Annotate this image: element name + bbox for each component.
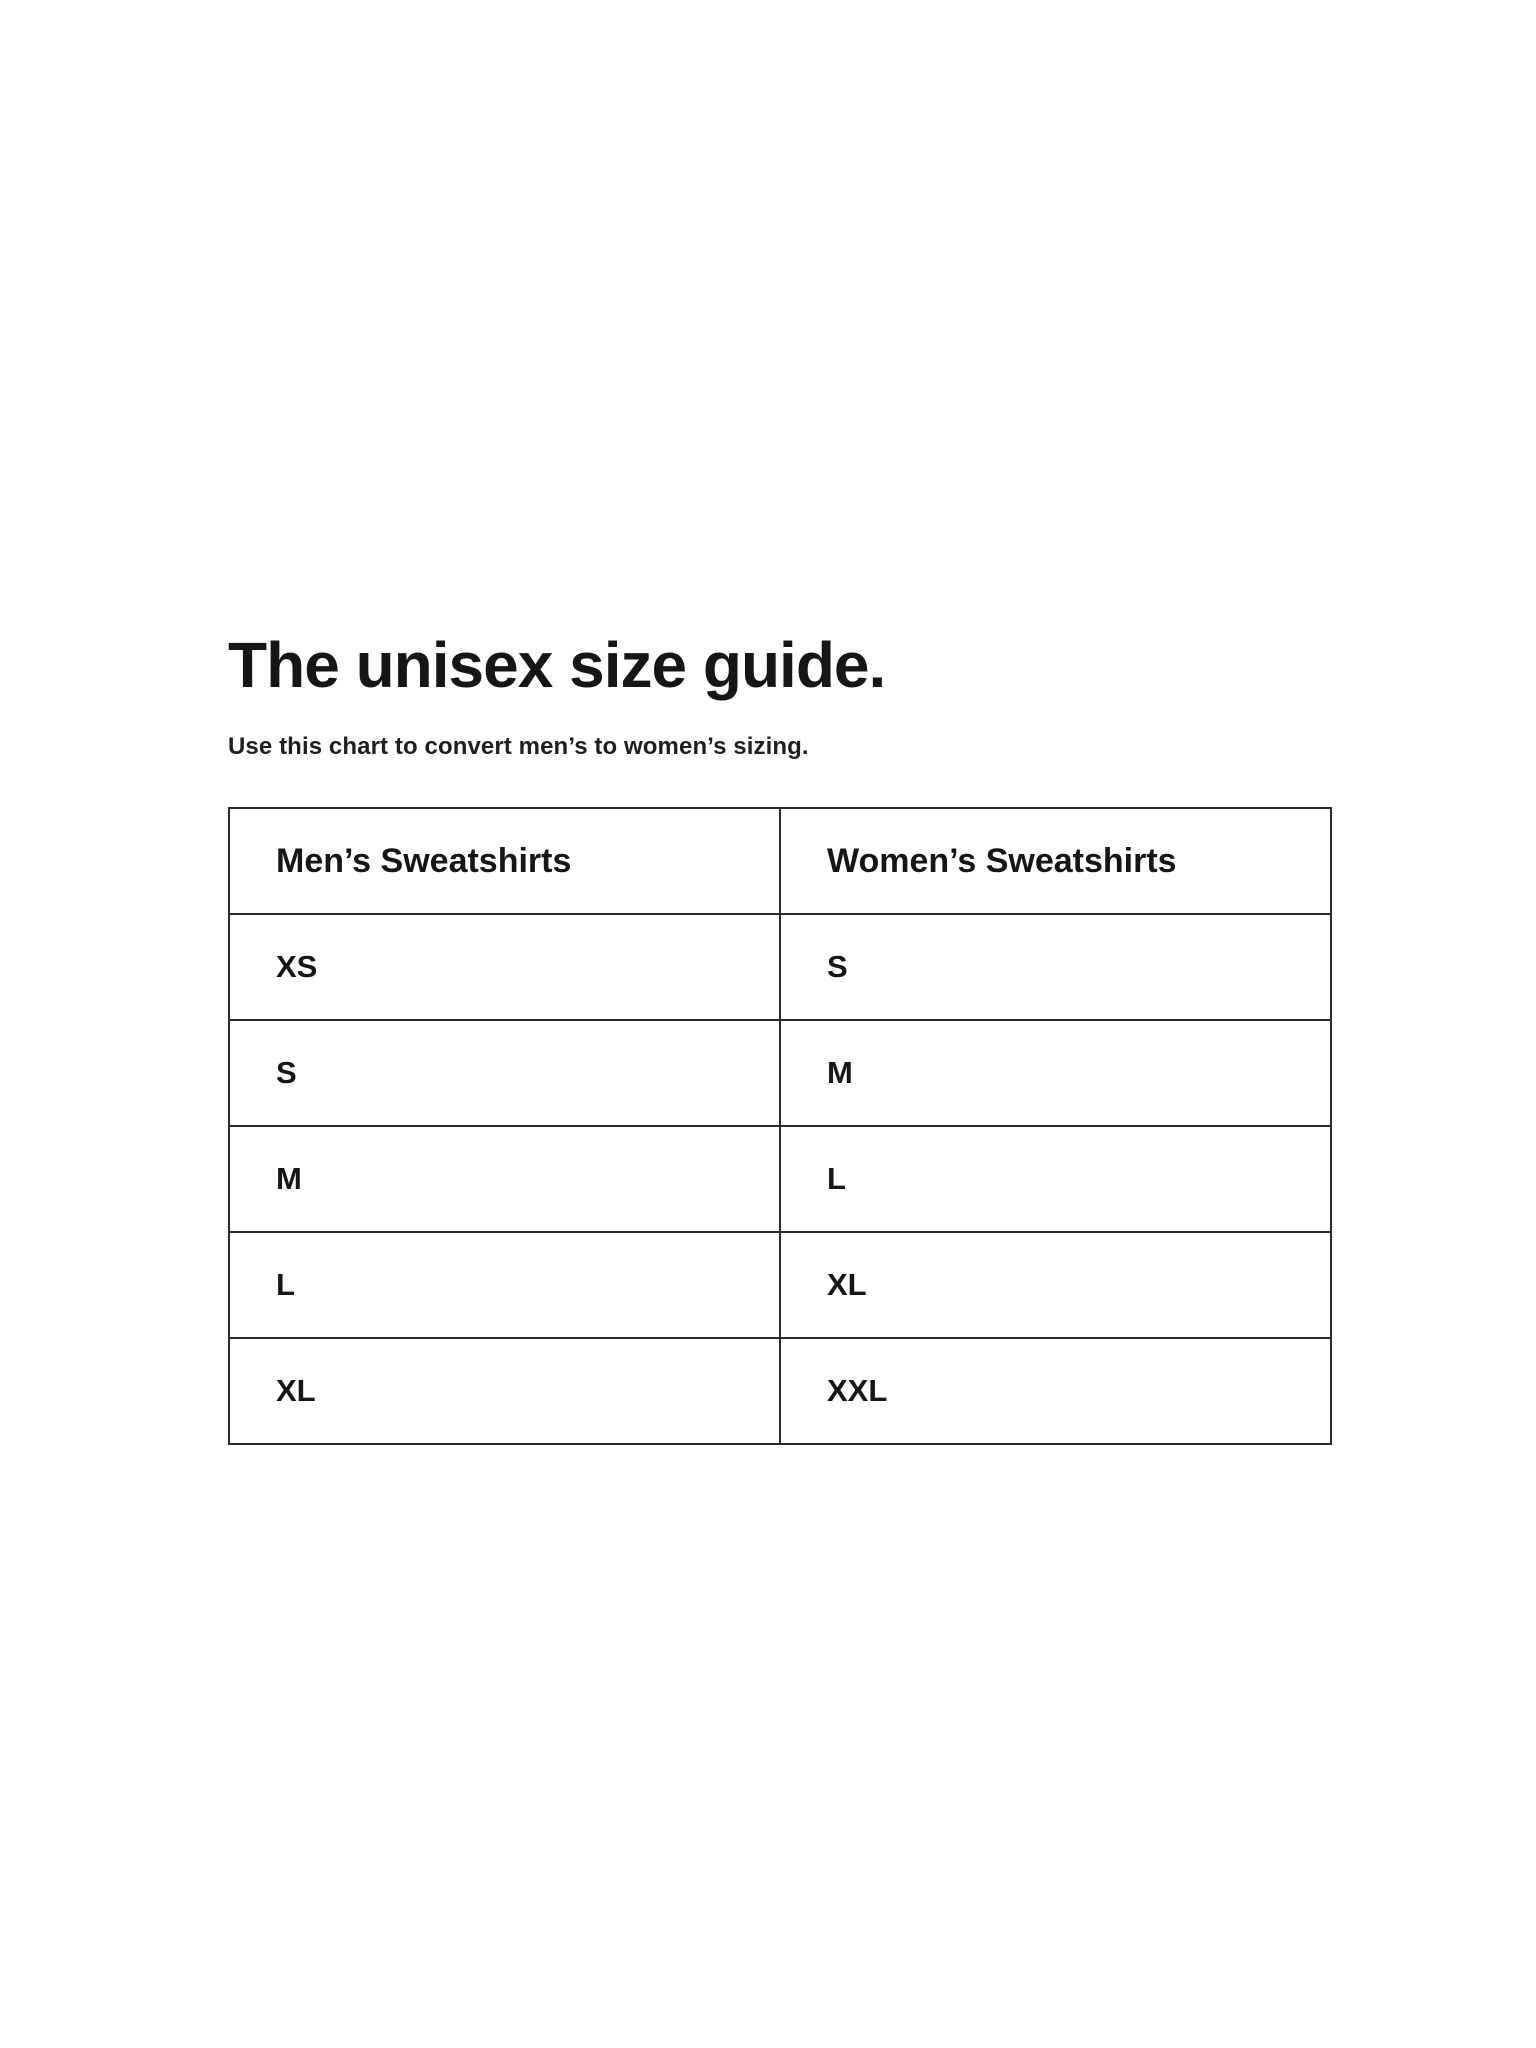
table-row [229,1232,1331,1338]
table-cell-womens-size: XXL [780,1338,1331,1444]
table-row [229,1338,1331,1444]
size-guide-section [228,629,1334,1445]
table-cell-mens-size: M [229,1126,780,1232]
table-row [229,914,1331,1020]
table-row [229,808,1331,914]
table-cell-womens-size: S [780,914,1331,1020]
page-title: The unisex size guide. [228,629,886,701]
column-header-womens-sweatshirts: Women’s Sweatshirts [780,808,1331,914]
table-cell-mens-size: XL [229,1338,780,1444]
table-cell-mens-size: S [229,1020,780,1126]
table-cell-womens-size: M [780,1020,1331,1126]
column-header-mens-sweatshirts: Men’s Sweatshirts [229,808,780,914]
page-subtitle: Use this chart to convert men’s to women’s sizing. [228,733,809,761]
table-cell-womens-size: L [780,1126,1331,1232]
table-cell-mens-size: XS [229,914,780,1020]
table-cell-mens-size: L [229,1232,780,1338]
table-cell-womens-size: XL [780,1232,1331,1338]
table-row [229,1020,1331,1126]
table-header-row [229,808,1331,914]
table-row [229,1126,1331,1232]
size-guide-table [228,807,1332,1445]
